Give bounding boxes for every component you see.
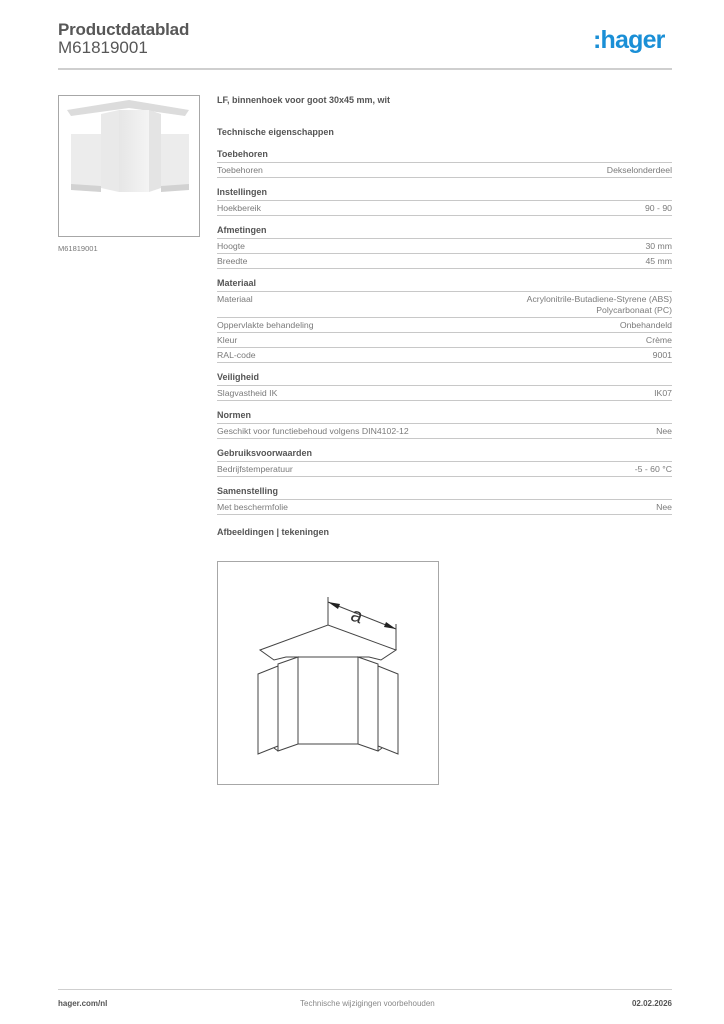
group-title: Gebruiksvoorwaarden	[217, 448, 672, 462]
spec-row	[217, 201, 672, 216]
spec-value: -5 - 60 °C	[634, 464, 672, 474]
spec-value: 90 - 90	[644, 203, 672, 213]
spec-value: Dekselonderdeel	[606, 165, 672, 175]
spec-row	[217, 500, 672, 515]
spec-label: RAL-code	[217, 350, 256, 360]
spec-row	[217, 462, 672, 477]
spec-section	[217, 95, 672, 537]
spec-row	[217, 333, 672, 348]
hager-logo: :hager	[593, 26, 665, 54]
group-samenstelling	[217, 486, 672, 515]
tech-heading: Technische eigenschappen	[217, 127, 334, 137]
group-title: Veiligheid	[217, 372, 672, 386]
spec-label: Geschikt voor functiebehoud volgens DIN4102-12	[217, 426, 409, 436]
spec-label: Slagvastheid IK	[217, 388, 278, 398]
group-afmetingen	[217, 225, 672, 269]
spec-row	[217, 254, 672, 269]
spec-value: Onbehandeld	[619, 320, 672, 330]
spec-label: Materiaal	[217, 294, 253, 304]
spec-label: Oppervlakte behandeling	[217, 320, 314, 330]
group-title: Samenstelling	[217, 486, 672, 500]
spec-label: Bedrijfstemperatuur	[217, 464, 293, 474]
dimension-label: a	[347, 603, 366, 629]
drawings-heading: Afbeeldingen | tekeningen	[217, 527, 330, 537]
spec-value-line: Polycarbonaat (PC)	[596, 305, 672, 315]
spec-value: 45 mm	[645, 256, 672, 266]
group-instellingen	[217, 187, 672, 216]
spec-label: Kleur	[217, 335, 238, 345]
spec-label: Toebehoren	[217, 165, 263, 175]
group-gebruiksvoorwaarden	[217, 448, 672, 477]
spec-label: Breedte	[217, 256, 248, 266]
spec-label: Met beschermfolie	[217, 502, 288, 512]
footer-website-link[interactable]: hager.com/nl	[58, 999, 108, 1008]
spec-row	[217, 424, 672, 439]
corner-piece-image-icon	[59, 96, 199, 236]
group-title: Toebehoren	[217, 149, 672, 163]
spec-value: Nee	[656, 502, 672, 512]
footer-date: 02.02.2026	[631, 999, 672, 1008]
spec-value	[527, 294, 672, 316]
group-title: Afmetingen	[217, 225, 672, 239]
group-title: Instellingen	[217, 187, 672, 201]
group-normen	[217, 410, 672, 439]
spec-value-line: Acrylonitrile-Butadiene-Styrene (ABS)	[526, 294, 672, 304]
corner-drawing-icon	[218, 562, 438, 784]
group-title: Materiaal	[217, 278, 672, 292]
photo-caption: M61819001	[58, 244, 98, 253]
product-title: LF, binnenhoek voor goot 30x45 mm, wit	[217, 95, 391, 105]
spec-row	[217, 292, 672, 318]
spec-value: 30 mm	[645, 241, 672, 251]
group-veiligheid	[217, 372, 672, 401]
spec-row	[217, 386, 672, 401]
technical-drawing	[217, 561, 439, 785]
group-toebehoren	[217, 149, 672, 178]
spec-row	[217, 348, 672, 363]
page-title: Productdatablad	[58, 20, 190, 39]
spec-row	[217, 239, 672, 254]
spec-label: Hoekbereik	[217, 203, 261, 213]
footer-disclaimer: Technische wijzigingen voorbehouden	[300, 999, 435, 1008]
spec-value: 9001	[652, 350, 672, 360]
spec-row	[217, 163, 672, 178]
group-materiaal	[217, 278, 672, 363]
spec-value: IK07	[654, 388, 672, 398]
header-divider	[58, 68, 672, 70]
spec-row	[217, 318, 672, 333]
product-photo	[58, 95, 200, 237]
spec-value: Crème	[645, 335, 672, 345]
spec-label: Hoogte	[217, 241, 246, 251]
spec-value: Nee	[656, 426, 672, 436]
product-code: M61819001	[58, 38, 148, 57]
group-title: Normen	[217, 410, 672, 424]
footer-divider	[58, 989, 672, 990]
